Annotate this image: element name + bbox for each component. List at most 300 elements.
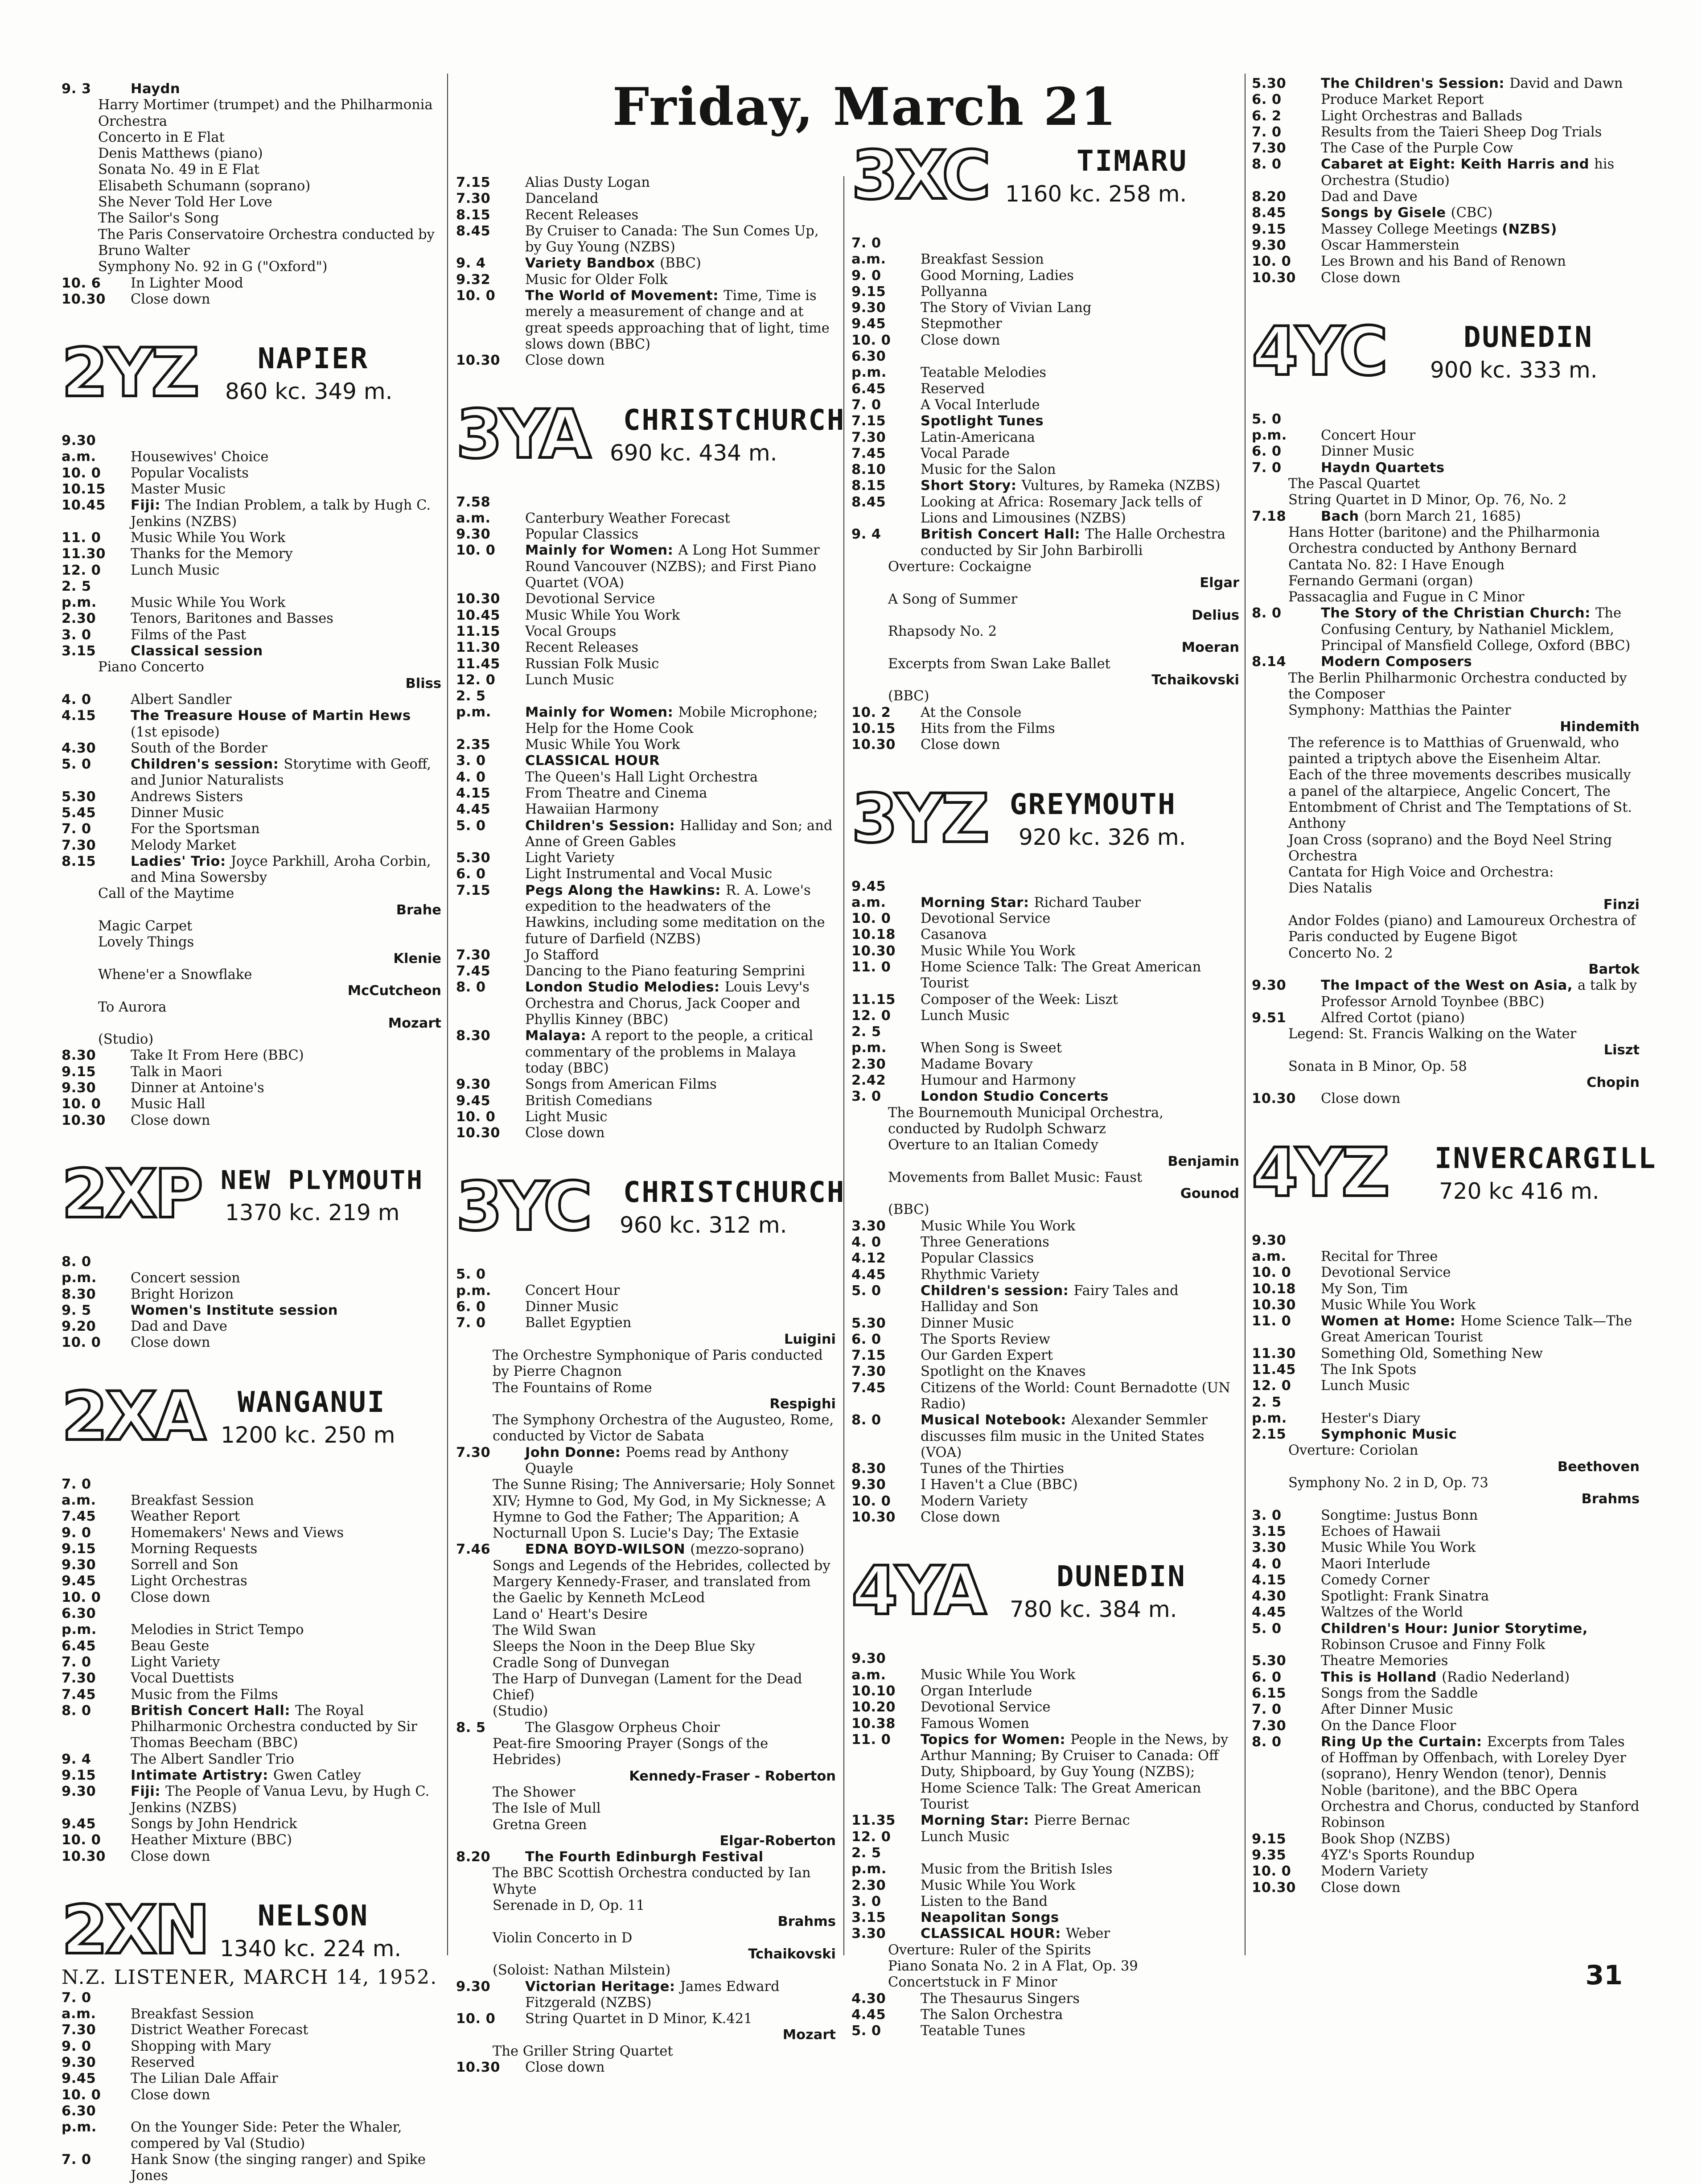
program-time: 6. 0 — [851, 1331, 881, 1347]
program-time: 7.15 — [851, 413, 886, 429]
station-header — [456, 1167, 846, 1259]
program-title: Children's session: — [131, 757, 284, 773]
program-detail: Pierre Bernac — [1034, 1813, 1130, 1829]
program-detail: Music While You Work — [921, 1877, 1076, 1893]
station-city: TIMARU — [1077, 145, 1188, 178]
program-detail: The Orchestre Symphonique of Paris conducted by Pierre Chagnon — [493, 1347, 823, 1380]
program-entry — [851, 737, 1239, 753]
program-time: 7. 0 — [62, 1654, 91, 1670]
program-entry — [851, 381, 1239, 397]
program-entry — [1252, 156, 1640, 189]
program-time: 9. 4 — [851, 526, 881, 543]
program-detail-line — [851, 1202, 1239, 1218]
program-title: Mainly for Women: — [525, 543, 678, 559]
program-time: 9.15 — [62, 1541, 96, 1557]
program-entry — [1252, 1281, 1640, 1297]
composer-credit: Chopin — [1586, 1075, 1640, 1091]
program-title: Ladies' Trio: — [131, 853, 231, 869]
program-list — [62, 1990, 441, 2184]
program-detail: Lovely Things — [98, 934, 194, 950]
program-time: 6. 0 — [456, 866, 486, 882]
program-detail-line — [62, 194, 441, 210]
program-list — [456, 175, 836, 369]
program-detail: Master Music — [131, 481, 226, 498]
program-title: Morning Star: — [921, 894, 1034, 910]
program-entry — [62, 1080, 441, 1096]
program-entry — [1252, 1588, 1640, 1604]
station-header — [1252, 312, 1640, 403]
program-time: 9.20 — [62, 1319, 96, 1335]
program-detail-line — [62, 659, 441, 675]
program-detail-line — [62, 97, 441, 130]
program-detail: Beau Geste — [131, 1638, 210, 1654]
station-header — [851, 779, 1239, 871]
program-detail: The Wild Swan — [493, 1622, 596, 1638]
program-time: 11.45 — [456, 656, 500, 672]
program-entry — [1252, 1718, 1640, 1734]
program-time: 4.15 — [1252, 1572, 1287, 1588]
station-4yc — [1252, 312, 1640, 1107]
program-time: 9.32 — [456, 271, 491, 288]
program-detail: Music While You Work — [921, 1218, 1076, 1234]
program-time: 7. 0 — [1252, 1702, 1282, 1718]
program-detail: Dinner at Antoine's — [131, 1080, 264, 1096]
program-detail: The Glasgow Orpheus Choir — [525, 1719, 720, 1736]
composer-credit: Bartok — [1588, 961, 1640, 977]
program-entry — [456, 2060, 836, 2076]
program-entry — [62, 2152, 441, 2184]
program-detail: A report to the people, a critical commentary of the problems in Malaya today (BBC) — [525, 1028, 814, 1076]
program-entry — [62, 546, 441, 562]
program-time: 8.15 — [456, 207, 491, 223]
program-time: 9. 0 — [62, 1525, 91, 1541]
program-detail-line — [1252, 703, 1640, 719]
program-entry — [851, 911, 1239, 927]
program-entry — [851, 1493, 1239, 1509]
program-entry — [851, 526, 1239, 559]
program-detail-line — [1252, 557, 1640, 573]
program-list — [62, 433, 441, 1129]
program-time: 10. 0 — [62, 2087, 101, 2103]
program-time: 7.30 — [62, 2022, 96, 2038]
program-detail: The Confusing Century, by Nathaniel Micklem, Principal of Mansfield College, Oxford (BBC) — [1321, 605, 1631, 654]
program-detail: String Quartet in D Minor, K.421 — [525, 2011, 752, 2027]
program-detail-line — [1252, 913, 1640, 946]
station-3ya — [456, 395, 846, 1142]
program-detail: (BBC) — [888, 1202, 929, 1218]
program-time: 8.30 — [62, 1286, 96, 1302]
program-entry — [851, 1412, 1239, 1461]
program-detail: The Indian Problem, a talk by Hugh C. Jenkins (NZBS) — [131, 498, 431, 530]
program-time: 10.30 — [456, 591, 500, 607]
program-time: 7.45 — [62, 1509, 96, 1525]
program-time: 9.30 — [62, 1557, 96, 1573]
program-time: 3. 0 — [62, 627, 91, 643]
program-time: 11. 0 — [851, 959, 891, 975]
program-entry — [851, 1267, 1239, 1283]
program-time: 9.30 — [456, 1077, 491, 1093]
program-entry — [456, 223, 836, 256]
program-detail: Sleeps the Noon in the Deep Blue Sky — [493, 1639, 755, 1655]
program-detail: Piano Concerto — [98, 659, 204, 675]
program-detail: The Royal Philharmonic Orchestra conducted by Sir Thomas Beecham (BBC) — [131, 1703, 417, 1751]
program-detail-line — [1252, 735, 1640, 832]
program-time: 9.30 — [62, 2055, 96, 2071]
program-entry — [851, 1057, 1239, 1073]
program-detail: Take It From Here (BBC) — [131, 1048, 304, 1064]
program-time: 7. 0 — [851, 397, 881, 413]
station-2xa — [62, 1377, 441, 1865]
program-entry — [1252, 1540, 1640, 1556]
program-time: 7.18 — [1252, 508, 1287, 524]
program-detail: Music for Older Folk — [525, 271, 668, 288]
program-entry — [62, 611, 441, 627]
program-detail: The BBC Scottish Orchestra conducted by Ian Whyte — [493, 1865, 811, 1897]
program-time: 7.30 — [456, 191, 491, 207]
program-detail: Reserved — [921, 381, 985, 397]
program-title: Women at Home: — [1321, 1313, 1461, 1329]
program-time: 3.15 — [1252, 1523, 1287, 1539]
program-detail: A Song of Summer — [888, 591, 1018, 607]
program-time: 9. 0 — [851, 267, 881, 284]
program-entry — [851, 992, 1239, 1008]
program-detail-line — [62, 1032, 441, 1048]
program-time: 3.15 — [851, 1910, 886, 1926]
program-detail: (Studio) — [98, 1032, 154, 1048]
program-time: 10.30 — [456, 2059, 500, 2075]
program-time: 10.18 — [851, 927, 896, 943]
program-list — [851, 235, 1239, 753]
program-title: Modern Composers — [1321, 654, 1472, 670]
program-title: The Treasure House of Martin Hews — [131, 708, 411, 724]
composer-credit: Beethoven — [1557, 1459, 1640, 1475]
program-time: 2.15 — [1252, 1427, 1287, 1443]
program-entry — [456, 353, 836, 369]
program-entry — [1252, 1508, 1640, 1524]
program-list — [1252, 411, 1640, 1107]
program-detail: Louis Levy's Orchestra and Chorus, Jack Cooper and Phyllis Kinney (BBC) — [525, 979, 810, 1028]
station-callsign: 3YA — [456, 395, 588, 473]
program-entry — [62, 481, 441, 498]
program-entry — [1252, 124, 1640, 140]
program-detail: South of the Border — [131, 740, 267, 756]
station-frequency: 1160 kc. 258 m. — [1005, 181, 1187, 207]
program-detail-line — [62, 162, 441, 178]
program-detail: For the Sportsman — [131, 821, 260, 837]
program-entry — [1252, 1831, 1640, 1847]
program-entry — [62, 821, 441, 837]
composer-credit: Benjamin — [1168, 1153, 1239, 1169]
program-detail: Casanova — [921, 927, 987, 943]
program-list — [456, 1267, 836, 2076]
program-time: 6. 2 — [1252, 108, 1282, 124]
program-title: Women's Institute session — [131, 1302, 338, 1318]
program-time: 10.30 — [456, 353, 500, 369]
program-time: 7.15 — [456, 882, 491, 898]
program-entry — [62, 1319, 441, 1335]
program-entry — [851, 268, 1239, 284]
program-time: 10. 0 — [851, 332, 891, 348]
station-2xn — [62, 1891, 441, 2184]
program-entry — [1252, 1362, 1640, 1378]
program-entry — [62, 1303, 441, 1319]
program-entry — [62, 563, 441, 579]
program-detail-line — [456, 1898, 836, 1914]
program-detail: (CBC) — [1451, 205, 1493, 221]
program-title: British Concert Hall: — [921, 526, 1085, 543]
composer-credit: Hindemith — [1560, 719, 1640, 735]
program-entry — [1252, 140, 1640, 156]
station-header — [1252, 1133, 1657, 1225]
program-detail: Melodies in Strict Tempo — [131, 1622, 304, 1638]
program-time: 8.10 — [851, 462, 886, 478]
program-detail: Close down — [131, 1848, 210, 1864]
program-detail: Songs and Legends of the Hebrides, collected by Margery Kennedy-Fraser, and translated from the Gaelic by Kenneth McLeod — [493, 1558, 830, 1606]
program-detail: Overture: Coriolan — [1288, 1443, 1418, 1459]
program-time: 8.15 — [851, 478, 886, 494]
program-time: 3.30 — [851, 1218, 886, 1234]
program-entry — [62, 1687, 441, 1703]
program-entry — [1252, 1880, 1640, 1896]
program-detail: Devotional Service — [921, 1699, 1051, 1715]
program-entry — [62, 1703, 441, 1752]
program-detail: Magic Carpet — [98, 918, 193, 934]
program-detail: Films of the Past — [131, 627, 247, 643]
program-detail: Massey College Meetings — [1321, 221, 1502, 237]
program-entry — [62, 1654, 441, 1670]
program-entry — [62, 1064, 441, 1080]
program-title: Intimate Artistry: — [131, 1768, 273, 1784]
program-detail: Denis Matthews (piano) — [98, 146, 263, 162]
program-time: 2. 5 p.m. — [62, 578, 97, 611]
program-entry — [851, 879, 1239, 911]
composer-credit: Tchaikovski — [1151, 672, 1239, 688]
program-detail: The Shower — [493, 1784, 576, 1800]
program-title: Spotlight Tunes — [921, 413, 1044, 429]
program-entry — [62, 2022, 441, 2038]
program-entry — [851, 316, 1239, 332]
program-title: Songs by Gisele — [1321, 205, 1451, 221]
program-detail-line — [62, 886, 441, 902]
program-entry — [851, 1477, 1239, 1493]
program-entry — [456, 1109, 836, 1125]
program-detail: Cradle Song of Dunvegan — [493, 1655, 670, 1671]
program-list — [456, 494, 836, 1142]
program-time: 6.30 p.m. — [62, 2103, 97, 2135]
station-callsign: 3YZ — [851, 780, 987, 858]
program-detail: By Cruiser to Canada: The Sun Comes Up, by Guy Young (NZBS) — [525, 223, 819, 255]
program-detail-line — [62, 210, 441, 226]
program-time: 5. 0 p.m. — [456, 1267, 491, 1299]
program-detail: Reserved — [131, 2055, 195, 2071]
program-entry — [62, 1048, 441, 1064]
program-time: 9.15 — [1252, 1831, 1287, 1847]
program-entry — [1252, 1378, 1640, 1394]
program-detail-line — [1252, 864, 1640, 880]
program-time: 5.30 — [456, 850, 491, 866]
program-detail: Concerto in E Flat — [98, 129, 225, 145]
station-callsign: 2XP — [62, 1155, 201, 1233]
program-detail: Lunch Music — [1321, 1378, 1410, 1394]
program-entry — [1252, 1863, 1640, 1880]
program-detail-line — [851, 656, 1239, 672]
composer-credit: Brahms — [777, 1914, 836, 1930]
column-rule-2 — [843, 176, 844, 1955]
program-detail: Weather Report — [131, 1509, 240, 1525]
program-entry — [62, 1113, 441, 1129]
program-detail: R. A. Lowe's expedition to the headwaters of the Hawkins, including some meditation on the future of Darfield (NZBS) — [525, 882, 825, 947]
program-title: Pegs Along the Hawkins: — [525, 882, 726, 898]
program-detail-line — [62, 227, 441, 259]
program-time: 8. 0 — [62, 1703, 91, 1719]
program-detail: a talk by Professor Arnold Toynbee (BBC) — [1321, 978, 1637, 1010]
program-time: 9.15 — [62, 1064, 96, 1080]
program-entry — [1252, 509, 1640, 525]
program-time: 7.30 — [456, 1444, 491, 1460]
program-detail: The Sunne Rising; The Anniversarie; Holy Sonnet XIV; Hymne to God, My God, in My Sicknesse; A Hymne to God the Father; The Apparition; A Nocturnall Upon S. Lucie's Day; The Extasie — [493, 1477, 835, 1542]
program-title: Topics for Women: — [921, 1732, 1071, 1748]
program-time: 7. 0 — [1252, 124, 1282, 140]
program-entry — [456, 640, 836, 656]
station-frequency: 780 kc. 384 m. — [1010, 1596, 1177, 1623]
program-entry — [851, 1926, 1239, 1942]
program-time: 7.45 — [851, 1380, 886, 1396]
program-detail-line — [456, 1412, 836, 1445]
program-entry — [1252, 978, 1640, 1010]
program-title: The World of Movement: — [525, 288, 724, 304]
program-detail: Halliday and Son; and Anne of Green Gables — [525, 818, 833, 850]
program-detail: Concerto No. 2 — [1288, 945, 1393, 961]
program-detail-line — [456, 1348, 836, 1380]
program-detail: Lunch Music — [525, 672, 614, 688]
program-entry — [456, 2011, 836, 2027]
program-time: 4.15 — [456, 785, 491, 801]
program-detail: Mobile Microphone; Help for the Home Cook — [525, 704, 818, 736]
program-title: This is Holland — [1321, 1669, 1442, 1685]
program-time: 9.45 a.m. — [851, 878, 886, 910]
program-detail: Cantata No. 82: I Have Enough — [1288, 557, 1505, 573]
program-time: 3.30 — [851, 1926, 886, 1942]
program-time: 2.30 — [851, 1877, 886, 1893]
program-detail: Serenade in D, Op. 11 — [493, 1898, 645, 1914]
program-entry — [851, 1732, 1239, 1813]
program-detail-line — [851, 592, 1239, 608]
composer-credit: Brahms — [1581, 1491, 1640, 1507]
program-entry — [851, 1316, 1239, 1332]
program-time: 7.46 — [456, 1542, 491, 1558]
program-entry — [62, 1849, 441, 1865]
program-entry — [851, 1813, 1239, 1829]
program-time: 7.15 — [456, 175, 491, 190]
program-entry — [456, 656, 836, 672]
program-detail: Piano Sonata No. 2 in A Flat, Op. 39 — [888, 1958, 1138, 1974]
program-detail-line — [62, 259, 441, 275]
program-entry — [1252, 1427, 1640, 1443]
program-detail: The Bournemouth Municipal Orchestra, conducted by Rudolph Schwarz — [888, 1105, 1163, 1137]
program-entry — [851, 1461, 1239, 1477]
program-entry — [456, 255, 836, 271]
program-entry — [62, 1638, 441, 1654]
program-detail: The Paris Conservatoire Orchestra conducted by Bruno Walter — [98, 226, 435, 259]
program-entry — [62, 854, 441, 886]
program-time: 3. 0 — [851, 1893, 881, 1909]
program-detail: Land o' Heart's Desire — [493, 1606, 648, 1622]
program-entry — [1252, 189, 1640, 205]
program-entry — [62, 708, 441, 740]
program-detail: Dinner Music — [921, 1315, 1014, 1331]
program-entry — [456, 802, 836, 818]
program-time: 10.30 — [851, 737, 896, 753]
program-detail: Vocal Groups — [525, 623, 617, 639]
program-detail: Housewives' Choice — [131, 449, 269, 465]
station-city: NEW PLYMOUTH — [221, 1164, 424, 1195]
program-detail: Poems read by Anthony Quayle — [525, 1444, 789, 1477]
program-title: Mainly for Women: — [525, 704, 678, 720]
program-entry — [62, 1990, 441, 2023]
program-title: The Story of the Christian Church: — [1321, 605, 1595, 621]
program-entry — [851, 705, 1239, 721]
program-detail-line — [456, 1639, 836, 1655]
program-detail: On the Younger Side: Peter the Whaler, compered by Val (Studio) — [131, 2119, 402, 2151]
program-detail: Overture: Cockaigne — [888, 559, 1032, 575]
program-detail: Homemakers' News and Views — [131, 1525, 344, 1541]
program-detail: Echoes of Hawaii — [1321, 1523, 1441, 1539]
program-detail-line — [62, 967, 441, 983]
composer-credit: Moeran — [1181, 640, 1239, 656]
program-time: 5. 0 — [851, 2023, 881, 2039]
composer-credit: Delius — [1192, 607, 1239, 623]
program-entry — [851, 349, 1239, 381]
page-number: 31 — [1585, 1960, 1623, 1991]
station-2xp — [62, 1155, 441, 1351]
program-detail: Peat-fire Smooring Prayer (Songs of the Hebrides) — [493, 1736, 769, 1768]
program-detail: Breakfast Session — [131, 2006, 254, 2022]
program-time: 6.45 — [851, 381, 886, 397]
program-time: 8.45 — [1252, 205, 1287, 221]
program-detail: District Weather Forecast — [131, 2022, 308, 2038]
program-detail: On the Dance Floor — [1321, 1718, 1456, 1734]
program-detail: Dies Natalis — [1288, 880, 1373, 897]
program-time: 10. 0 — [851, 911, 891, 927]
program-entry — [62, 789, 441, 805]
program-detail: Close down — [525, 1125, 605, 1141]
program-detail: Alias Dusty Logan — [525, 175, 650, 190]
program-detail: Talk in Maori — [131, 1064, 222, 1080]
program-time: 6. 0 — [456, 1299, 486, 1315]
program-time: 8.30 — [62, 1048, 96, 1064]
program-time: 3.30 — [1252, 1540, 1287, 1556]
program-time: 10.30 — [1252, 1091, 1296, 1107]
program-title: Fiji: — [131, 498, 166, 514]
program-time: 10. 0 — [456, 543, 496, 559]
column-4 — [1252, 76, 1657, 1896]
program-detail: Our Garden Expert — [921, 1348, 1053, 1364]
station-4ya — [851, 1551, 1239, 2039]
program-time: 4.30 — [851, 1991, 886, 2007]
program-time: 9.30 — [1252, 978, 1287, 994]
program-title: Variety Bandbox — [525, 255, 660, 271]
composer-credit: Mozart — [388, 1015, 441, 1031]
program-time: 11. 0 — [1252, 1313, 1291, 1329]
program-entry — [62, 643, 441, 659]
program-entry — [456, 207, 836, 223]
station-city: NELSON — [258, 1899, 369, 1933]
station-frequency: 960 kc. 312 m. — [620, 1212, 787, 1238]
program-detail: Vocal Parade — [921, 445, 1010, 461]
program-detail: Dinner Music — [1321, 444, 1414, 460]
program-entry — [1252, 1702, 1640, 1718]
publication-footer: N.Z. LISTENER, MARCH 14, 1952. — [62, 1966, 438, 1989]
